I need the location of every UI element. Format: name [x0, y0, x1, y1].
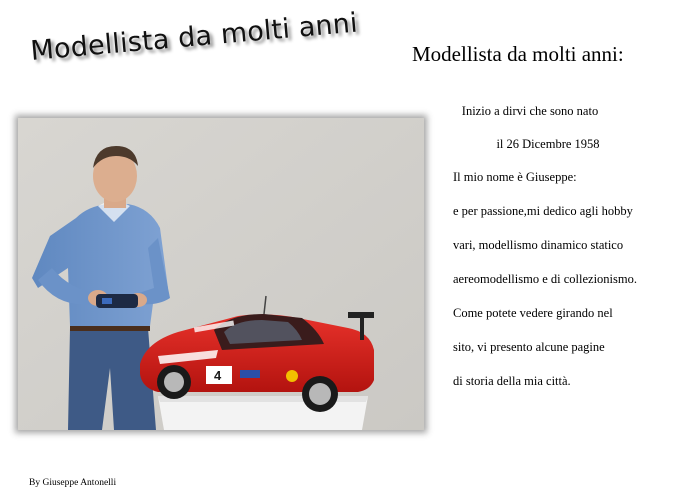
author-credit: By Giuseppe Antonelli — [29, 478, 117, 488]
page-title: Modellista da molti anni: — [412, 42, 624, 66]
body-line: Il mio nome è Giuseppe: — [453, 170, 577, 184]
svg-text:4: 4 — [214, 368, 222, 383]
body-line: aereomodellismo e di collezionismo. — [453, 272, 637, 286]
body-line: vari, modellismo dinamico statico — [453, 238, 624, 252]
body-line: e per passione,mi dedico agli hobby — [453, 204, 633, 218]
banner-title: Modellista da molti anni — [29, 7, 359, 68]
body-line: di storia della mia città. — [453, 374, 571, 388]
photo-man-with-rc-car — [18, 118, 424, 430]
intro-line-date: il 26 Dicembre 1958 — [496, 137, 600, 151]
intro-line-birth: Inizio a dirvi che sono nato — [461, 104, 599, 118]
body-line: sito, vi presento alcune pagine — [453, 340, 605, 354]
body-line: Come potete vedere girando nel — [453, 306, 613, 320]
